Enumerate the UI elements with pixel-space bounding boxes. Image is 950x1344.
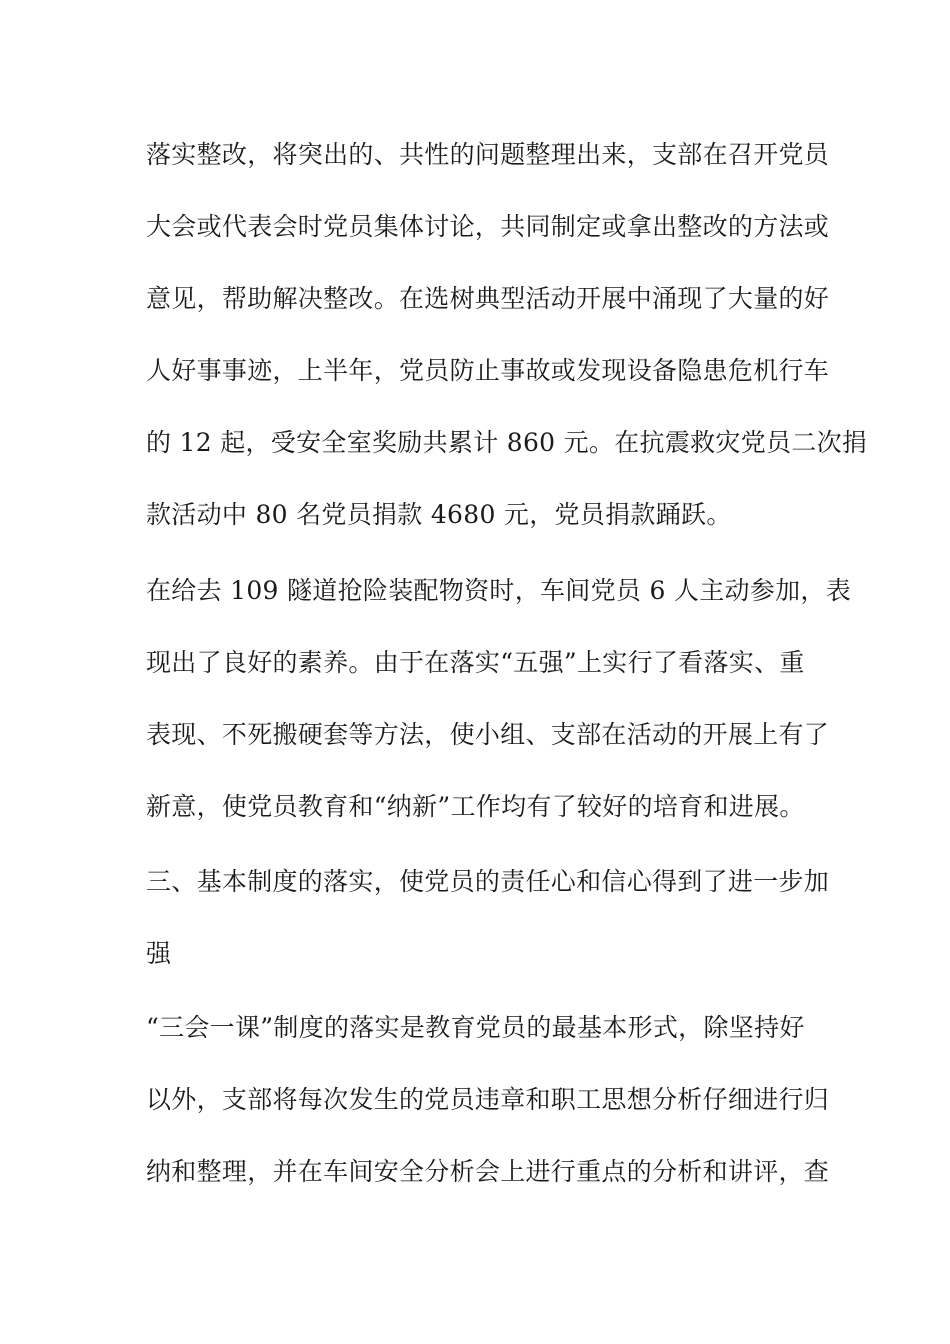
text-line: 表现、不死搬硬套等方法，使小组、支部在活动的开展上有了 [146,720,830,749]
text-line: 纳和整理，并在车间安全分析会上进行重点的分析和讲评，查 [146,1157,830,1186]
text-line: 的 12 起，受安全室奖励共累计 860 元。在抗震救灾党员二次捐 [146,428,868,457]
section-heading-continuation: 强 [146,939,172,968]
text-line: 以外，支部将每次发生的党员违章和职工思想分析仔细进行归 [146,1085,830,1114]
text-line: 在给去 109 隧道抢险装配物资时，车间党员 6 人主动参加，表 [146,576,852,605]
text-line: 新意，使党员教育和“纳新”工作均有了较好的培育和进展。 [146,792,805,821]
text-line: “三会一课”制度的落实是教育党员的最基本形式，除坚持好 [146,1013,805,1042]
text-line: 人好事事迹，上半年，党员防止事故或发现设备隐患危机行车 [146,356,830,385]
text-line: 现出了良好的素养。由于在落实“五强”上实行了看落实、重 [146,648,805,677]
text-line: 大会或代表会时党员集体讨论，共同制定或拿出整改的方法或 [146,212,830,241]
text-line: 意见，帮助解决整改。在选树典型活动开展中涌现了大量的好 [146,284,830,313]
text-line: 落实整改，将突出的、共性的问题整理出来，支部在召开党员 [146,140,830,169]
section-heading: 三、基本制度的落实，使党员的责任心和信心得到了进一步加 [146,867,830,896]
text-line: 款活动中 80 名党员捐款 4680 元，党员捐款踊跃。 [146,500,732,529]
